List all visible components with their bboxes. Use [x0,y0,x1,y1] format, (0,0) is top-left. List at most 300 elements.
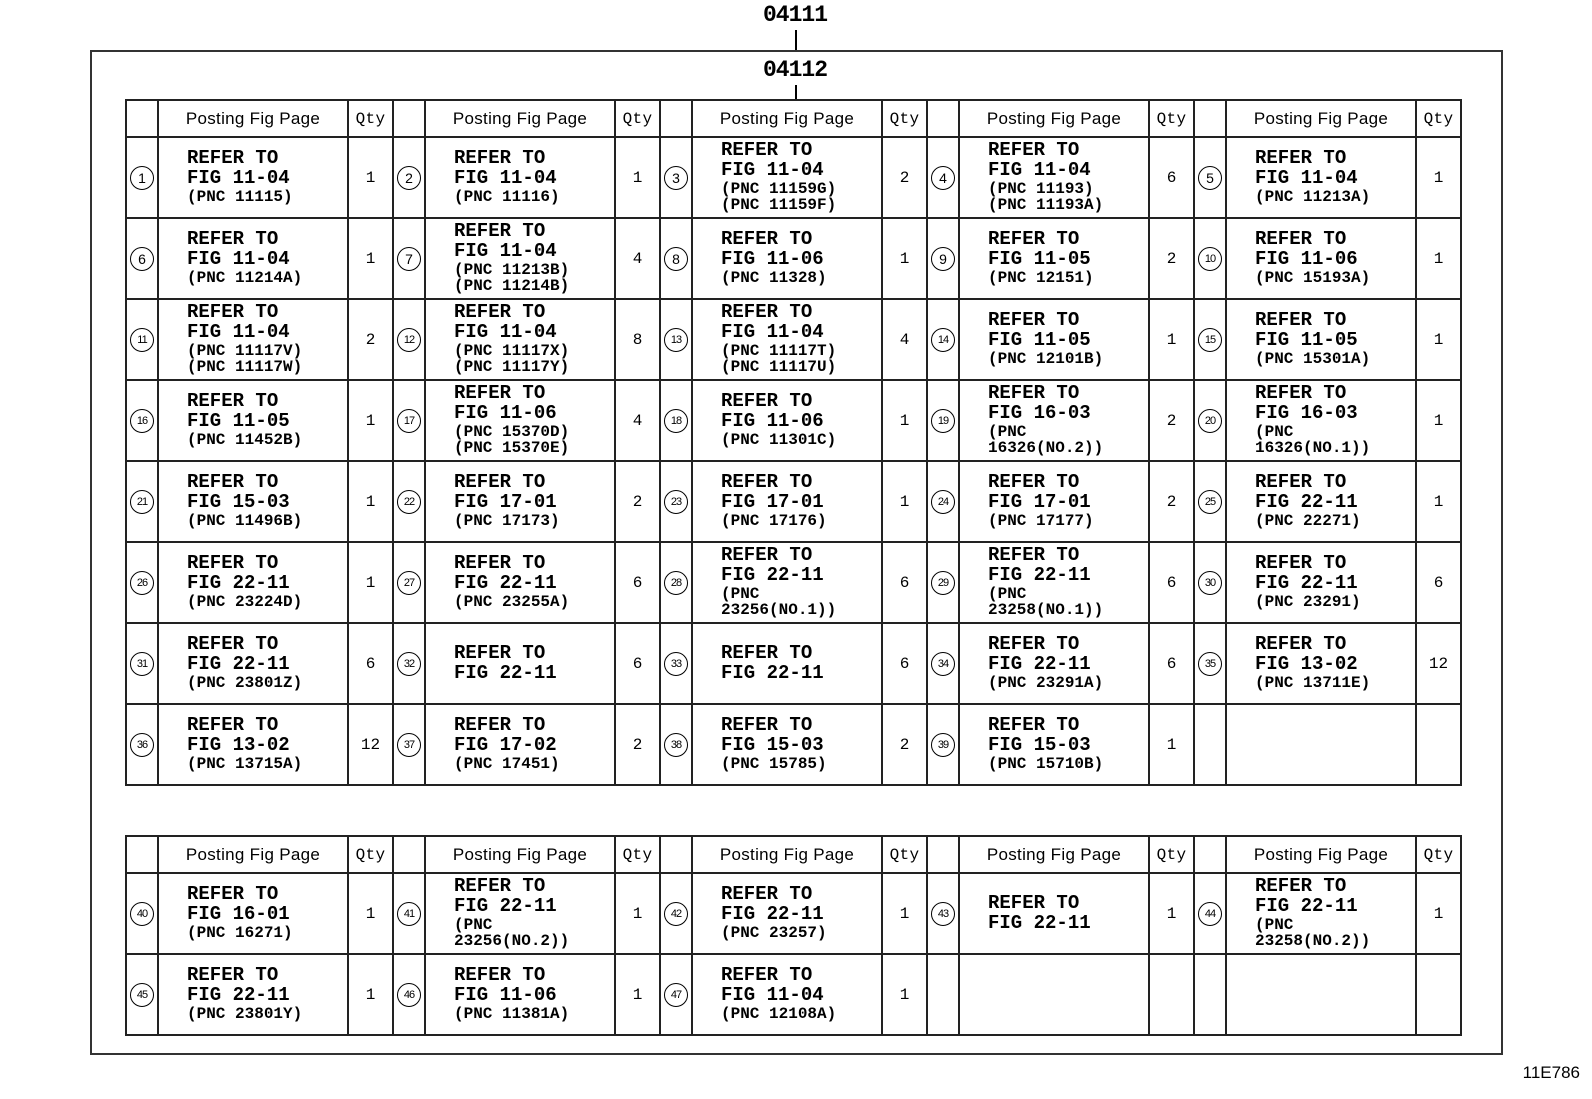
item-number-cell [1194,623,1226,704]
fig-reference: FIG 11-05 [988,329,1091,352]
posting-cell [1226,873,1416,954]
header-qty: Qty [1149,836,1194,873]
pnc-reference: (PNC 11117X) [454,341,570,360]
posting-text [960,891,1148,934]
posting-text [960,473,1148,530]
qty-cell [1416,461,1461,542]
qty-value: 1 [1433,904,1444,923]
posting-text [960,716,1148,773]
posting-text [159,149,347,206]
refer-to-text: REFER TO [988,891,1080,914]
pnc-reference: (PNC 17176) [721,512,827,531]
posting-cell [158,137,348,218]
posting-text [159,635,347,692]
header-num-cell [927,836,959,873]
header-posting: Posting Fig Page [692,100,882,137]
posting-text [1227,473,1415,530]
item-number: 5 [1198,166,1222,190]
qty-cell [348,299,393,380]
posting-text [693,230,881,287]
posting-text [426,149,614,206]
reference-table-secondary [125,835,1462,1036]
qty-value: 1 [365,904,376,923]
refer-to-text: REFER TO [454,471,546,494]
qty-cell [1416,380,1461,461]
refer-to-text: REFER TO [721,883,813,906]
posting-text [693,138,881,215]
item-number: 21 [130,490,154,514]
posting-cell [158,380,348,461]
qty-cell [1416,704,1461,785]
qty-value: 1 [365,573,376,592]
pnc-reference: (PNC 11193A) [988,196,1104,215]
posting-text [1227,149,1415,206]
refer-to-text: REFER TO [1255,381,1347,404]
item-number: 1 [130,166,154,190]
posting-cell [425,137,615,218]
posting-text [1227,874,1415,951]
pnc-reference: (PNC 11159F) [721,196,837,215]
item-number-cell [393,299,425,380]
fig-reference: FIG 22-11 [721,903,824,926]
posting-cell [692,380,882,461]
fig-reference: FIG 22-11 [1255,491,1358,514]
leader-line-04111 [795,30,797,51]
refer-to-text: REFER TO [721,300,813,323]
pnc-reference: (PNC 11381A) [454,1005,570,1024]
fig-reference: FIG 11-05 [1255,329,1358,352]
fig-reference: FIG 11-04 [721,984,824,1007]
refer-to-text: REFER TO [721,471,813,494]
qty-value: 1 [365,168,376,187]
item-number: 13 [664,328,688,352]
qty-cell [882,873,927,954]
qty-value: 1 [899,249,910,268]
refer-to-text: REFER TO [721,390,813,413]
qty-value: 6 [1166,168,1177,187]
pnc-reference: (PNC 11115) [187,188,293,207]
posting-text [426,554,614,611]
posting-cell [1226,461,1416,542]
table-row [126,461,1461,542]
pnc-reference: (PNC 12151) [988,269,1094,288]
refer-to-text: REFER TO [721,138,813,161]
pnc-reference: (PNC 11117W) [187,358,303,377]
posting-cell [959,623,1149,704]
qty-value: 2 [365,330,376,349]
posting-text [159,554,347,611]
item-number-cell [393,873,425,954]
qty-value: 1 [1433,249,1444,268]
posting-cell [692,873,882,954]
item-number-cell [927,704,959,785]
pnc-reference: (PNC 16326(NO.2)) [988,422,1104,458]
item-number: 38 [664,733,688,757]
pnc-reference: (PNC 15785) [721,755,827,774]
pnc-reference: (PNC 23258(NO.2)) [1255,915,1371,951]
pnc-reference: (PNC 23256(NO.1)) [721,584,837,620]
pnc-reference: (PNC 23801Y) [187,1005,303,1024]
item-number-cell [660,299,692,380]
posting-cell [959,704,1149,785]
item-number-cell [660,380,692,461]
item-number-cell [927,461,959,542]
refer-to-text: REFER TO [454,714,546,737]
item-number-cell [927,299,959,380]
posting-text [426,219,614,296]
item-number: 9 [931,247,955,271]
item-number-cell [927,954,959,1035]
qty-cell [882,299,927,380]
qty-cell [348,380,393,461]
qty-cell [348,137,393,218]
refer-to-text: REFER TO [187,883,279,906]
qty-value: 1 [365,492,376,511]
table-row [126,299,1461,380]
pnc-reference: (PNC 15710B) [988,755,1104,774]
refer-to-text: REFER TO [187,633,279,656]
item-number-cell [393,704,425,785]
qty-cell [1149,873,1194,954]
pnc-reference: (PNC 11117Y) [454,358,570,377]
qty-cell [1149,137,1194,218]
table-row [126,137,1461,218]
refer-to-text: REFER TO [187,552,279,575]
posting-cell [959,461,1149,542]
item-number-cell [927,873,959,954]
posting-text [159,885,347,942]
item-number-cell [126,380,158,461]
fig-reference: FIG 11-06 [454,401,557,424]
qty-value: 4 [632,411,643,430]
item-number: 4 [931,166,955,190]
refer-to-text: REFER TO [988,309,1080,332]
posting-text [159,392,347,449]
refer-to-text: REFER TO [454,381,546,404]
posting-cell [959,542,1149,623]
item-number: 35 [1198,652,1222,676]
item-number-cell [393,623,425,704]
posting-cell [959,218,1149,299]
posting-cell [1226,299,1416,380]
fig-reference: FIG 22-11 [454,894,557,917]
label-04111: 04111 [763,2,828,28]
pnc-reference: (PNC 13711E) [1255,674,1371,693]
item-number-cell [927,380,959,461]
fig-reference: FIG 22-11 [454,572,557,595]
qty-value: 1 [1166,904,1177,923]
posting-cell [1226,623,1416,704]
pnc-reference: (PNC 23258(NO.1)) [988,584,1104,620]
pnc-reference: (PNC 15301A) [1255,350,1371,369]
item-number: 14 [931,328,955,352]
refer-to-text: REFER TO [988,138,1080,161]
qty-cell [1149,542,1194,623]
header-qty: Qty [348,100,393,137]
item-number: 34 [931,652,955,676]
item-number: 2 [397,166,421,190]
qty-value: 8 [632,330,643,349]
fig-reference: FIG 22-11 [454,661,557,684]
reference-table-main [125,99,1462,786]
item-number: 22 [397,490,421,514]
refer-to-text: REFER TO [1255,633,1347,656]
header-posting: Posting Fig Page [425,836,615,873]
header-qty: Qty [882,836,927,873]
fig-reference: FIG 22-11 [187,653,290,676]
qty-cell [615,623,660,704]
posting-cell [959,299,1149,380]
header-posting: Posting Fig Page [158,836,348,873]
qty-value: 1 [899,904,910,923]
pnc-reference: (PNC 23291) [1255,593,1361,612]
header-qty: Qty [615,836,660,873]
item-number-cell [660,954,692,1035]
posting-cell [959,137,1149,218]
header-num-cell [660,836,692,873]
pnc-reference: (PNC 16271) [187,924,293,943]
item-number: 27 [397,571,421,595]
refer-to-text: REFER TO [454,552,546,575]
item-number: 6 [130,247,154,271]
item-number: 10 [1198,247,1222,271]
item-number: 26 [130,571,154,595]
item-number: 33 [664,652,688,676]
refer-to-text: REFER TO [187,390,279,413]
qty-value: 2 [1166,249,1177,268]
qty-cell [1416,299,1461,380]
header-posting: Posting Fig Page [158,100,348,137]
pnc-reference: (PNC 12101B) [988,350,1104,369]
posting-cell [158,218,348,299]
pnc-reference: (PNC 12108A) [721,1005,837,1024]
item-number-cell [1194,299,1226,380]
header-posting: Posting Fig Page [1226,100,1416,137]
fig-reference: FIG 15-03 [721,734,824,757]
item-number: 15 [1198,328,1222,352]
item-number: 17 [397,409,421,433]
pnc-reference: (PNC 11117V) [187,341,303,360]
fig-reference: FIG 11-05 [187,410,290,433]
item-number-cell [393,380,425,461]
fig-reference: FIG 17-01 [721,491,824,514]
refer-to-text: REFER TO [187,228,279,251]
posting-text [426,473,614,530]
posting-cell [692,137,882,218]
header-qty: Qty [348,836,393,873]
header-num-cell [393,836,425,873]
refer-to-text: REFER TO [721,228,813,251]
qty-cell [882,542,927,623]
item-number: 46 [397,983,421,1007]
refer-to-text: REFER TO [187,471,279,494]
pnc-reference: (PNC 11117U) [721,358,837,377]
qty-value: 6 [899,573,910,592]
posting-cell [1226,218,1416,299]
posting-text [693,885,881,942]
item-number-cell [126,299,158,380]
item-number-cell [393,461,425,542]
fig-reference: FIG 11-04 [187,320,290,343]
fig-reference: FIG 15-03 [988,734,1091,757]
posting-text [693,473,881,530]
item-number: 32 [397,652,421,676]
item-number-cell [126,542,158,623]
qty-cell [1416,954,1461,1035]
item-number-cell [927,542,959,623]
qty-cell [882,461,927,542]
item-number: 28 [664,571,688,595]
qty-cell [615,137,660,218]
header-row [126,100,1461,137]
refer-to-text: REFER TO [1255,309,1347,332]
fig-reference: FIG 22-11 [721,661,824,684]
fig-reference: FIG 16-03 [988,401,1091,424]
pnc-reference: (PNC 15370D) [454,422,570,441]
qty-value: 6 [632,573,643,592]
pnc-reference: (PNC 13715A) [187,755,303,774]
posting-cell [1226,137,1416,218]
qty-cell [882,954,927,1035]
table-row [126,954,1461,1035]
refer-to-text: REFER TO [1255,552,1347,575]
fig-reference: FIG 13-02 [1255,653,1358,676]
header-num-cell [393,100,425,137]
item-number-cell [1194,704,1226,785]
qty-cell [348,218,393,299]
posting-text [1227,230,1415,287]
item-number-cell [1194,461,1226,542]
refer-to-text: REFER TO [721,641,813,664]
item-number: 12 [397,328,421,352]
fig-reference: FIG 11-04 [721,320,824,343]
posting-cell [425,623,615,704]
posting-text [426,966,614,1023]
posting-text [693,641,881,684]
table-row [126,542,1461,623]
pnc-reference: (PNC 15370E) [454,439,570,458]
qty-value: 1 [365,411,376,430]
item-number-cell [660,704,692,785]
qty-cell [1149,380,1194,461]
posting-text [1227,554,1415,611]
item-number-cell [927,623,959,704]
item-number-cell [1194,380,1226,461]
qty-value: 2 [632,735,643,754]
header-num-cell [660,100,692,137]
refer-to-text: REFER TO [454,147,546,170]
header-num-cell [126,100,158,137]
qty-cell [1149,704,1194,785]
pnc-reference: (PNC 11213A) [1255,188,1371,207]
posting-cell [425,380,615,461]
posting-text [693,300,881,377]
posting-text [426,300,614,377]
header-qty: Qty [882,100,927,137]
refer-to-text: REFER TO [1255,147,1347,170]
item-number: 8 [664,247,688,271]
qty-value: 1 [899,985,910,1004]
posting-cell [959,954,1149,1035]
posting-cell [158,873,348,954]
header-posting: Posting Fig Page [959,836,1149,873]
fig-reference: FIG 17-02 [454,734,557,757]
fig-reference: FIG 16-03 [1255,401,1358,424]
item-number: 23 [664,490,688,514]
item-number: 42 [664,902,688,926]
pnc-reference: (PNC 23257) [721,924,827,943]
header-posting: Posting Fig Page [1226,836,1416,873]
posting-cell [425,218,615,299]
header-num-cell [1194,100,1226,137]
qty-cell [615,542,660,623]
posting-cell [692,461,882,542]
item-number-cell [660,218,692,299]
qty-value: 2 [899,168,910,187]
refer-to-text: REFER TO [1255,471,1347,494]
refer-to-text: REFER TO [454,219,546,242]
pnc-reference: (PNC 23291A) [988,674,1104,693]
refer-to-text: REFER TO [187,147,279,170]
refer-to-text: REFER TO [988,543,1080,566]
fig-reference: FIG 13-02 [187,734,290,757]
posting-cell [692,218,882,299]
item-number: 47 [664,983,688,1007]
label-04112: 04112 [763,57,828,83]
item-number: 44 [1198,902,1222,926]
qty-value: 6 [1166,573,1177,592]
qty-value: 1 [899,411,910,430]
qty-value: 2 [899,735,910,754]
qty-cell [1149,623,1194,704]
posting-cell [959,380,1149,461]
pnc-reference: (PNC 22271) [1255,512,1361,531]
posting-text [693,543,881,620]
fig-reference: FIG 22-11 [1255,572,1358,595]
item-number: 37 [397,733,421,757]
pnc-reference: (PNC 15193A) [1255,269,1371,288]
qty-cell [882,380,927,461]
fig-reference: FIG 11-04 [454,167,557,190]
item-number: 3 [664,166,688,190]
header-qty: Qty [1149,100,1194,137]
item-number: 30 [1198,571,1222,595]
posting-text [426,716,614,773]
posting-cell [959,873,1149,954]
header-posting: Posting Fig Page [692,836,882,873]
pnc-reference: (PNC 23801Z) [187,674,303,693]
item-number: 39 [931,733,955,757]
item-number-cell [393,218,425,299]
fig-reference: FIG 22-11 [187,572,290,595]
item-number: 16 [130,409,154,433]
pnc-reference: (PNC 23256(NO.2)) [454,915,570,951]
fig-reference: FIG 11-04 [187,167,290,190]
refer-to-text: REFER TO [454,641,546,664]
qty-cell [615,954,660,1035]
qty-cell [615,380,660,461]
qty-cell [348,461,393,542]
item-number: 29 [931,571,955,595]
item-number: 7 [397,247,421,271]
header-qty: Qty [1416,836,1461,873]
posting-text [426,874,614,951]
posting-text [693,966,881,1023]
refer-to-text: REFER TO [721,964,813,987]
fig-reference: FIG 11-04 [187,248,290,271]
pnc-reference: (PNC 11452B) [187,431,303,450]
table-row [126,380,1461,461]
